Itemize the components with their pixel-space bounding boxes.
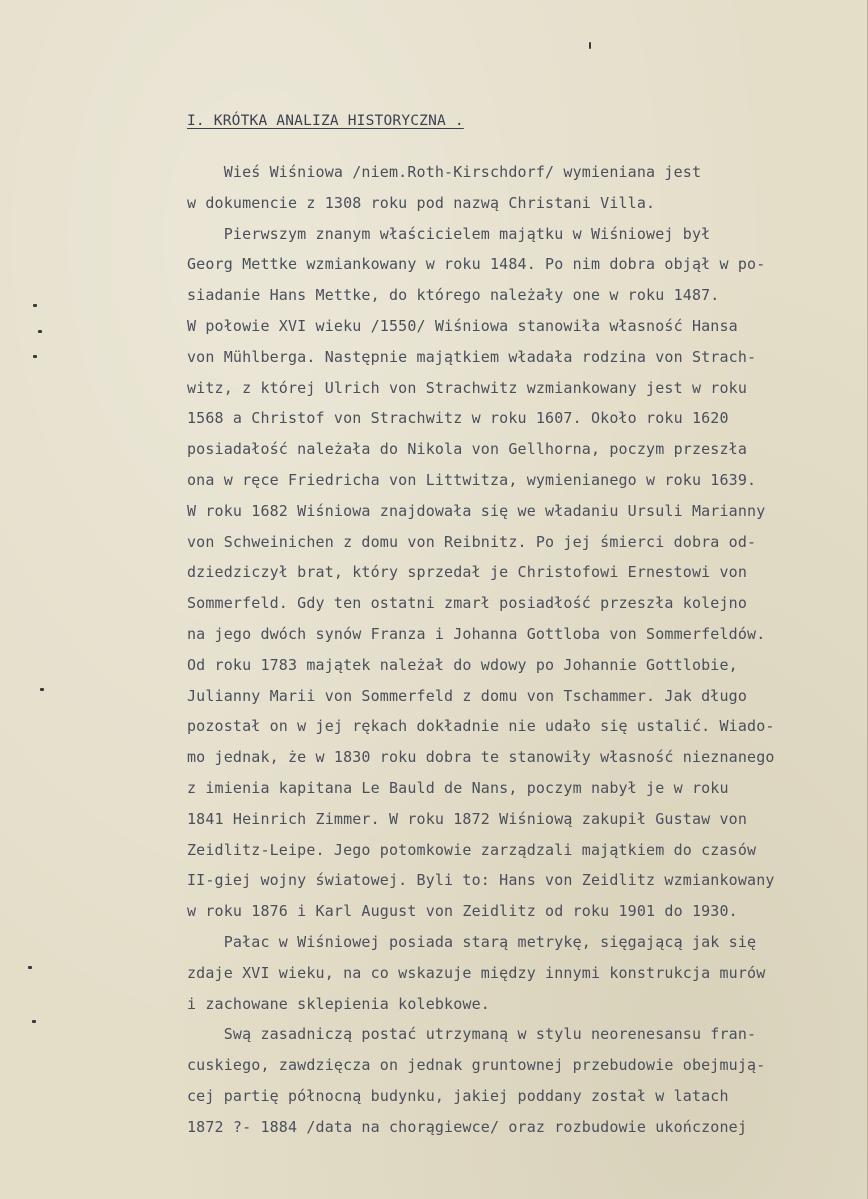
text-line: cuskiego, zawdzięcza on jednak gruntownej przebudowie obejmują- [187, 1056, 766, 1075]
text-line: W roku 1682 Wiśniowa znajdowała się we władaniu Ursuli Marianny [187, 501, 766, 520]
text-line: Pałac w Wiśniowej posiada starą metrykę, sięgającą jak się [187, 933, 757, 951]
text-line: von Mühlberga. Następnie majątkiem władała rodzina von Strach- [187, 347, 757, 366]
text-line: Wieś Wiśniowa /niem.Roth-Kirschdorf/ wymieniana jest [187, 163, 702, 181]
text-line: zdaje XVI wieku, na co wskazuje między innymi konstrukcja murów [187, 963, 766, 982]
margin-mark [589, 42, 591, 49]
text-line: Julianny Marii von Sommerfeld z domu von Tschammer. Jak długo [187, 686, 748, 705]
text-line: ona w ręce Friedricha von Littwitza, wymienianego w roku 1639. [187, 471, 757, 489]
margin-mark [32, 1020, 36, 1023]
text-line: Od roku 1783 majątek należał do wdowy po Johannie Gottlobie, [187, 655, 738, 674]
margin-mark [40, 688, 44, 691]
text-line: II-giej wojny światowej. Byli to: Hans von Zeidlitz wzmiankowany [187, 871, 775, 890]
text-line: na jego dwóch synów Franza i Johanna Gottloba von Sommerfeldów. [187, 625, 766, 643]
text-line: siadanie Hans Mettke, do którego należały one w roku 1487. [187, 286, 720, 305]
text-line: von Schweinichen z domu von Reibnitz. Po jej śmierci dobra od- [187, 532, 757, 551]
text-line: w dokumencie z 1308 roku pod nazwą Christani Villa. [187, 193, 656, 212]
text-line: cej partię północną budynku, jakiej poddany został w latach [187, 1087, 729, 1105]
margin-mark [38, 330, 42, 333]
margin-mark [28, 966, 32, 969]
text-line: i zachowane sklepienia kolebkowe. [187, 994, 490, 1013]
text-line: pozostał on w jej rękach dokładnie nie udało się ustalić. Wiado- [187, 717, 775, 736]
text-line: Sommerfeld. Gdy ten ostatni zmarł posiadłość przeszła kolejno [187, 594, 748, 613]
text-line: mo jednak, że w 1830 roku dobra te stanowiły własność nieznanego [187, 748, 775, 767]
text-line: 1872 ?- 1884 /data na chorągiewce/ oraz rozbudowie ukończonej [187, 1117, 748, 1136]
text-line: Swą zasadniczą postać utrzymaną w stylu neorenesansu fran- [187, 1025, 757, 1044]
text-line: 1568 a Christof von Strachwitz w roku 1607. Około roku 1620 [187, 409, 729, 428]
section-heading: I. KRÓTKA ANALIZA HISTORYCZNA . [187, 113, 464, 129]
margin-mark [33, 304, 37, 307]
text-line: W połowie XVI wieku /1550/ Wiśniowa stanowiła własność Hansa [187, 317, 738, 335]
margin-mark [33, 355, 37, 358]
text-line: posiadałość należała do Nikola von Gellhorna, poczym przeszła [187, 440, 748, 459]
text-line: 1841 Heinrich Zimmer. W roku 1872 Wiśniową zakupił Gustaw von [187, 809, 748, 828]
text-line: w roku 1876 i Karl August von Zeidlitz od roku 1901 do 1930. [187, 902, 738, 921]
text-line: Georg Mettke wzmiankowany w roku 1484. Po nim dobra objął w po- [187, 255, 766, 274]
text-line: z imienia kapitana Le Bauld de Nans, poczym nabył je w roku [187, 779, 729, 797]
text-line: witz, z której Ulrich von Strachwitz wzmiankowany jest w roku [187, 378, 748, 397]
text-line: Pierwszym znanym właścicielem majątku w Wiśniowej był [187, 224, 711, 243]
text-line: dziedziczył brat, który sprzedał je Christofowi Ernestowi von [187, 563, 748, 582]
text-line: Zeidlitz-Leipe. Jego potomkowie zarządzali majątkiem do czasów [187, 840, 757, 859]
